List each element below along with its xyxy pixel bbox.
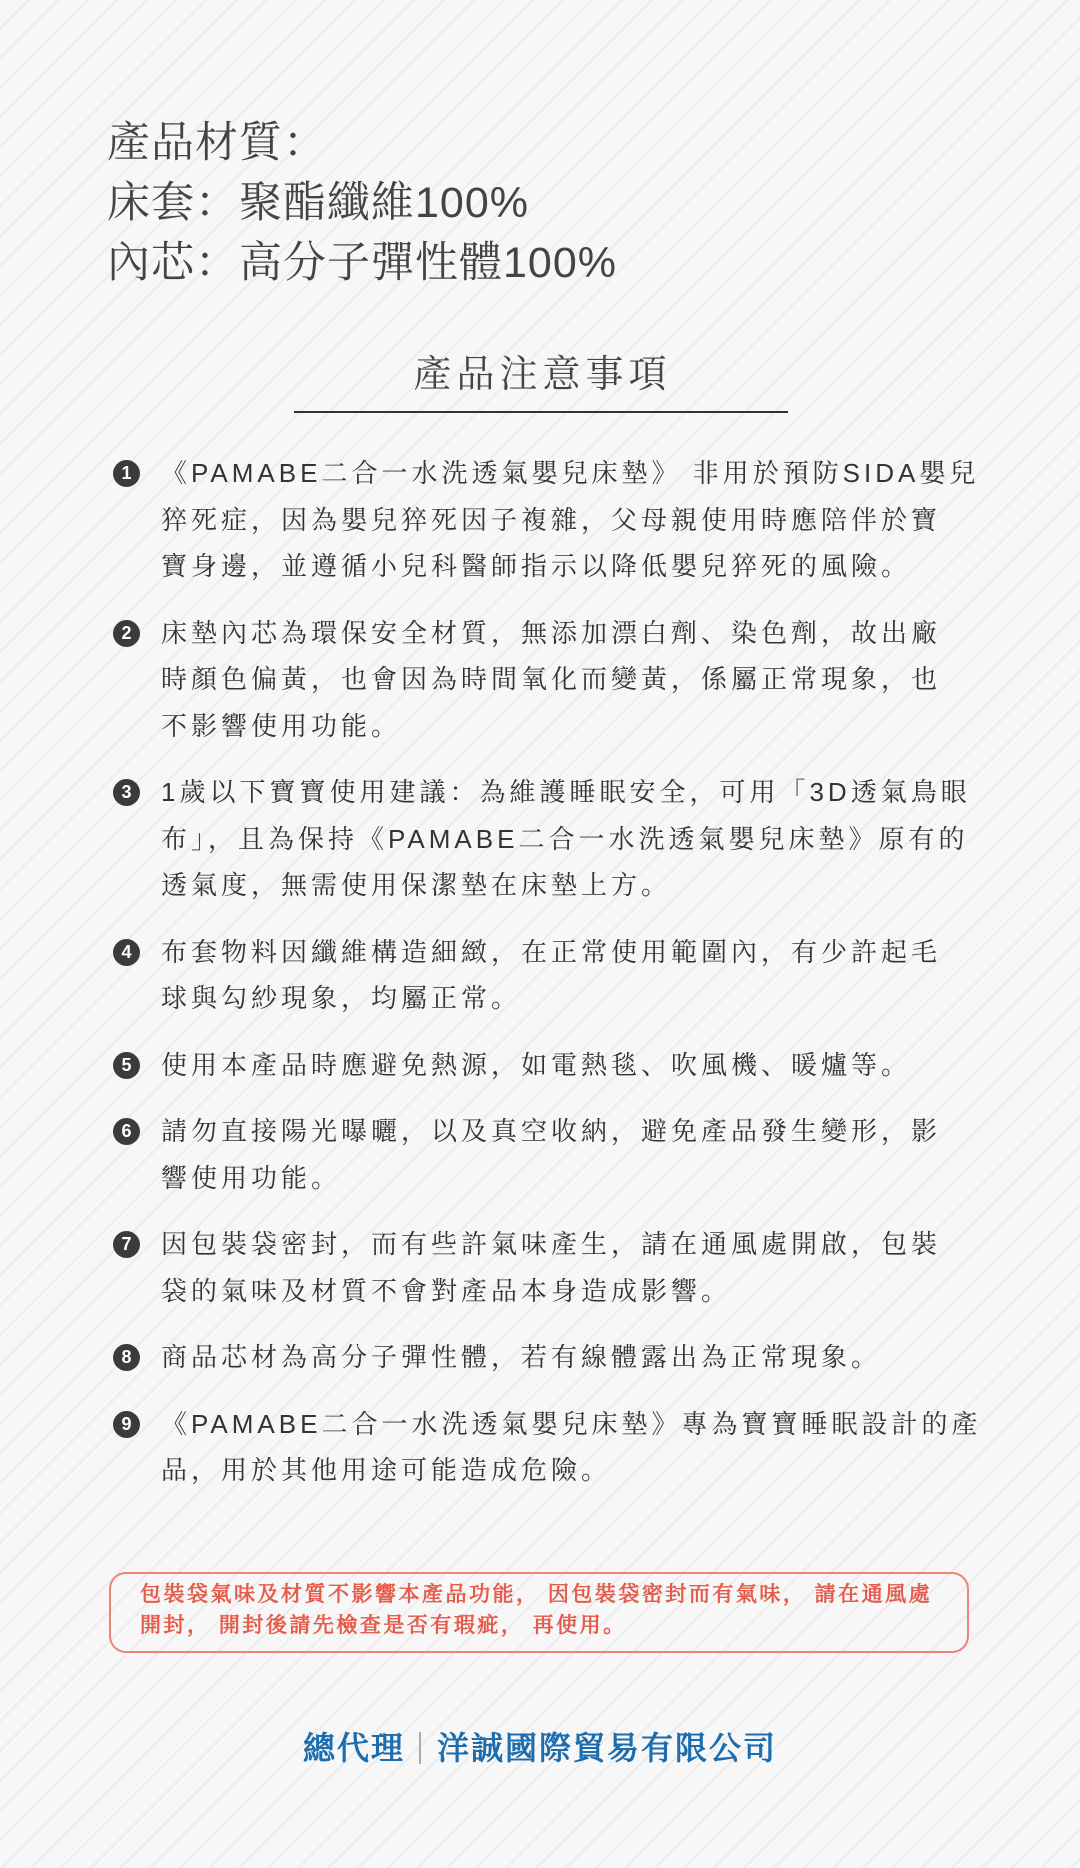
notice-heading: 產品注意事項 [413, 354, 672, 396]
notice-item-6 [113, 1108, 1013, 1201]
number-badge-icon: 8 [113, 1344, 140, 1371]
notice-line: 布套物料因纖維構造細緻，在正常使用範圍內，有少許起毛 [161, 936, 942, 967]
number-badge-icon: 1 [113, 460, 140, 487]
notice-item-7 [113, 1221, 1013, 1314]
number-badge-icon: 7 [113, 1231, 140, 1258]
notice-line: 布」，且為保持《PAMABE二合一水洗透氣嬰兒床墊》原有的 [161, 823, 969, 854]
footer-distributor [0, 1726, 1080, 1770]
notice-line: 因包裝袋密封，而有些許氣味產生，請在通風處開啟，包裝 [161, 1229, 942, 1259]
footer-divider [419, 1732, 421, 1764]
notice-item-1 [113, 450, 1013, 590]
materials-cover: 床套：聚酯纖維100% [107, 179, 529, 227]
notice-line: 品，用於其他用途可能造成危險。 [161, 1455, 612, 1485]
notice-list [113, 450, 1013, 1514]
warning-line: 包裝袋氣味及材質不影響本產品功能， 因包裝袋密封而有氣味， 請在通風處 [140, 1583, 933, 1606]
notice-line: 請勿直接陽光曝曬，以及真空收納，避免產品發生變形，影 [161, 1116, 942, 1146]
warning-box [109, 1572, 969, 1653]
materials-core: 內芯：高分子彈性體100% [107, 239, 617, 287]
notice-heading-divider [294, 411, 788, 413]
warning-line: 開封， 開封後請先檢查是否有瑕疵， 再使用。 [140, 1614, 627, 1637]
number-badge-icon: 9 [113, 1411, 140, 1438]
notice-line: 《PAMABE二合一水洗透氣嬰兒床墊》 非用於預防SIDA嬰兒 [161, 458, 980, 488]
notice-line: 透氣度，無需使用保潔墊在床墊上方。 [161, 870, 672, 900]
number-badge-icon: 3 [113, 779, 140, 806]
materials-title: 產品材質： [107, 119, 327, 167]
notice-item-2 [113, 610, 1013, 750]
notice-line: 商品芯材為高分子彈性體，若有線體露出為正常現象。 [161, 1342, 882, 1372]
notice-line: 球與勾紗現象，均屬正常。 [161, 983, 522, 1013]
notice-item-5 [113, 1042, 1013, 1089]
number-badge-icon: 2 [113, 620, 140, 647]
notice-item-4 [113, 929, 1013, 1022]
notice-line: 時顏色偏黃，也會因為時間氧化而變黃，係屬正常現象，也 [161, 664, 942, 694]
number-badge-icon: 6 [113, 1118, 140, 1145]
notice-line: 床墊內芯為環保安全材質，無添加漂白劑、染色劑，故出廠 [161, 617, 942, 648]
footer-label: 總代理 [302, 1730, 405, 1766]
notice-item-3 [113, 769, 1013, 909]
footer-company: 洋誠國際貿易有限公司 [437, 1730, 778, 1766]
notice-line: 使用本產品時應避免熱源，如電熱毯、吹風機、暖爐等。 [161, 1049, 912, 1080]
number-badge-icon: 4 [113, 939, 140, 966]
notice-line: 不影響使用功能。 [161, 710, 402, 741]
notice-line: 《PAMABE二合一水洗透氣嬰兒床墊》專為寶寶睡眠設計的產 [161, 1408, 982, 1439]
notice-line: 袋的氣味及材質不會對產品本身造成影響。 [161, 1275, 732, 1306]
notice-line: 1歲以下寶寶使用建議：為維護睡眠安全，可用「3D透氣鳥眼 [161, 777, 971, 807]
materials-block [107, 113, 617, 293]
number-badge-icon: 5 [113, 1052, 140, 1079]
notice-item-8 [113, 1334, 1013, 1381]
notice-line: 寶身邊，並遵循小兒科醫師指示以降低嬰兒猝死的風險。 [161, 551, 912, 581]
notice-line: 響使用功能。 [161, 1162, 342, 1193]
notice-item-9 [113, 1401, 1013, 1494]
notice-line: 猝死症，因為嬰兒猝死因子複雜，父母親使用時應陪伴於寶 [161, 504, 942, 535]
